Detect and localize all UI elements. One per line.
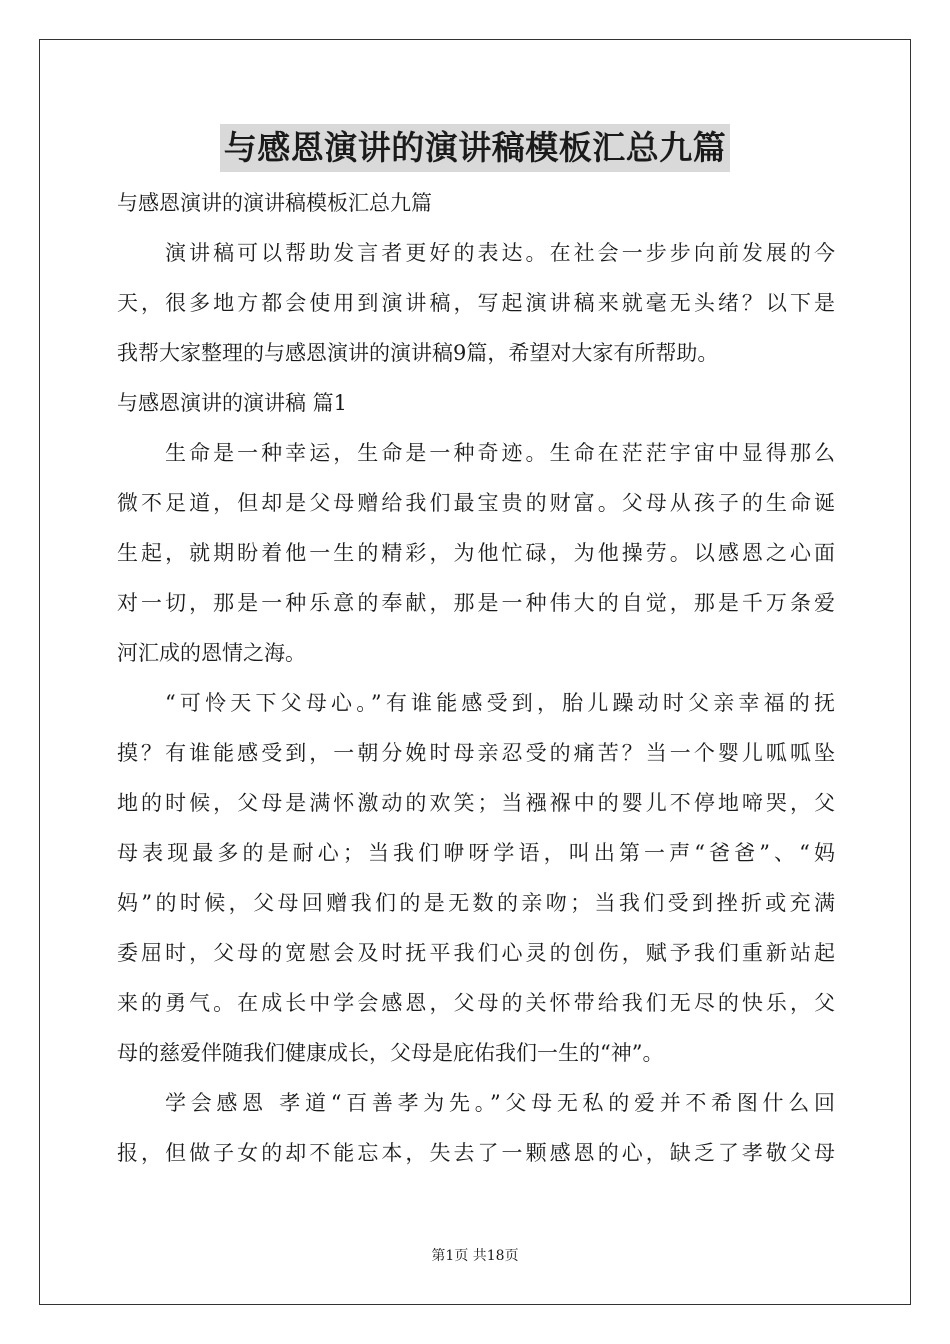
paragraph-line: 地的时候，父母是满怀激动的欢笑；当襁褓中的婴儿不停地啼哭，父 — [117, 791, 835, 815]
document-title-text: 与感恩演讲的演讲稿模板汇总九篇 — [220, 124, 731, 172]
paragraph-line: 我帮大家整理的与感恩演讲的演讲稿9篇，希望对大家有所帮助。 — [117, 341, 719, 365]
document-body — [117, 178, 835, 1178]
document-title — [0, 124, 950, 172]
paragraph-line: 来的勇气。在成长中学会感恩，父母的关怀带给我们无尽的快乐，父 — [117, 991, 835, 1015]
paragraph-line: 报，但做子女的却不能忘本，失去了一颗感恩的心，缺乏了孝敬父母 — [117, 1141, 835, 1165]
section-heading: 与感恩演讲的演讲稿 篇1 — [117, 391, 348, 415]
paragraph-line: 对一切，那是一种乐意的奉献，那是一种伟大的自觉，那是千万条爱 — [117, 591, 835, 615]
paragraph-line: 河汇成的恩情之海。 — [117, 641, 306, 665]
paragraph-line: “可怜天下父母心。”有谁能感受到，胎儿躁动时父亲幸福的抚 — [165, 691, 835, 715]
page-number-footer: 第1页 共18页 — [431, 1248, 519, 1264]
paragraph-line: 生起，就期盼着他一生的精彩，为他忙碌，为他操劳。以感恩之心面 — [117, 541, 835, 565]
paragraph-line: 学会感恩 孝道“百善孝为先。”父母无私的爱并不希图什么回 — [165, 1091, 835, 1115]
paragraph-line: 演讲稿可以帮助发言者更好的表达。在社会一步步向前发展的今 — [165, 241, 835, 265]
paragraph-line: 妈”的时候，父母回赠我们的是无数的亲吻；当我们受到挫折或充满 — [117, 891, 835, 915]
paragraph-line: 生命是一种幸运，生命是一种奇迹。生命在茫茫宇宙中显得那么 — [165, 441, 835, 465]
paragraph-line: 母的慈爱伴随我们健康成长，父母是庇佑我们一生的“神”。 — [117, 1041, 664, 1065]
paragraph-line: 委屈时，父母的宽慰会及时抚平我们心灵的创伤，赋予我们重新站起 — [117, 941, 835, 965]
paragraph-line: 母表现最多的是耐心；当我们咿呀学语，叫出第一声“爸爸”、“妈 — [117, 841, 835, 865]
subtitle-line: 与感恩演讲的演讲稿模板汇总九篇 — [117, 191, 432, 215]
paragraph-line: 摸？有谁能感受到，一朝分娩时母亲忍受的痛苦？当一个婴儿呱呱坠 — [117, 741, 835, 765]
paragraph-line: 微不足道，但却是父母赠给我们最宝贵的财富。父母从孩子的生命诞 — [117, 491, 835, 515]
paragraph-line: 天，很多地方都会使用到演讲稿，写起演讲稿来就毫无头绪？以下是 — [117, 291, 835, 315]
